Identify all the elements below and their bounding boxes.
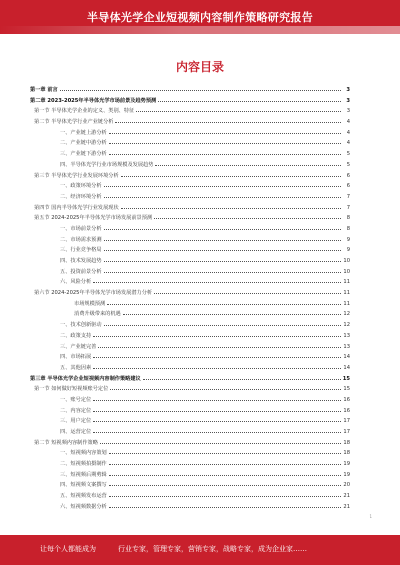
toc-entry[interactable] [30, 202, 350, 213]
toc-entry-title: 一、产业链上游分析 [60, 129, 107, 136]
toc-entry-page: 8 [346, 225, 350, 232]
toc-leader-dots [93, 405, 341, 412]
toc-leader-dots [93, 351, 341, 358]
toc-leader-dots [110, 383, 341, 390]
toc-entry-title: 第三章 半导体光学企业短视频内容制作策略建议 [30, 375, 141, 382]
toc-heading: 内容目录 [175, 60, 224, 74]
footer-tagline: 让每个人都能成为 [40, 545, 96, 553]
toc-entry-page: 5 [346, 161, 350, 168]
toc-entry-page: 3 [346, 108, 350, 115]
toc-entry-page: 6 [346, 183, 350, 190]
toc-entry[interactable] [30, 479, 350, 490]
header-bar [0, 0, 400, 34]
header-decoration [0, 26, 400, 34]
toc-entry-page: 12 [343, 311, 350, 318]
toc-entry-page: 9 [346, 236, 350, 243]
toc-entry-title: 第三节 半导体光学行业发展环境分析 [34, 172, 119, 179]
toc-leader-dots [109, 490, 341, 497]
toc-entry-page: 5 [346, 151, 350, 158]
toc-entry-title: 二、短视频拍摄制作 [60, 461, 107, 468]
toc-entry-title: 三、行业竞争格局 [60, 247, 102, 254]
toc-entry-page: 12 [343, 322, 350, 329]
toc-entry[interactable] [30, 405, 350, 416]
toc-entry[interactable] [30, 426, 350, 437]
toc-entry[interactable] [30, 170, 350, 181]
toc-entry[interactable] [30, 95, 350, 106]
toc-entry[interactable] [30, 137, 350, 148]
toc-leader-dots [109, 148, 341, 155]
toc-entry-page: 7 [346, 193, 350, 200]
toc-entry-title: 第六节 2024-2025年半导体光学市场发展潜力分析 [34, 290, 153, 297]
toc-entry-title: 四、半导体光学行业市场规模及发展趋势 [60, 161, 154, 168]
toc-entry[interactable] [30, 191, 350, 202]
toc-entry-title: 二、经济环境分析 [60, 193, 102, 200]
toc-leader-dots [109, 501, 341, 508]
toc-entry-page: 21 [343, 493, 350, 500]
toc-entry-page: 19 [343, 471, 350, 478]
toc-entry-title: 四、市场拓展 [60, 354, 92, 361]
toc-entry[interactable] [30, 255, 350, 266]
toc-entry-title: 三、产业链完善 [60, 343, 97, 350]
toc-entry[interactable] [30, 490, 350, 501]
toc-entry-title: 五、投资前景分析 [60, 268, 102, 275]
toc-entry-title: 一、技术创新驱动 [60, 322, 102, 329]
toc-entry-title: 六、短视频数据分析 [60, 503, 107, 510]
toc-entry-page: 10 [343, 258, 350, 264]
toc-entry[interactable] [30, 373, 350, 384]
toc-entry[interactable] [30, 437, 350, 448]
footer-roles: 行业专家，管理专家，营销专家，战略专家，成为企业家…… [118, 545, 307, 553]
toc-leader-dots [93, 426, 341, 433]
report-title: 半导体光学企业短视频内容制作策略研究报告 [87, 11, 313, 24]
toc-entry-title: 四、运营定位 [60, 429, 92, 435]
toc-entry[interactable] [30, 276, 350, 287]
toc-leader-dots [104, 266, 341, 273]
toc-entry-title: 第二节 短视频内容制作策略 [34, 439, 98, 446]
toc-leader-dots [100, 437, 341, 444]
toc-entry-page: 17 [343, 429, 350, 435]
toc-entry-page: 18 [343, 439, 350, 446]
toc-entry-page: 11 [343, 300, 350, 307]
toc-leader-dots [154, 287, 341, 294]
toc-entry[interactable] [30, 223, 350, 234]
toc-entry-page: 16 [343, 407, 350, 414]
toc-entry-title: 五、其他因素 [60, 364, 92, 371]
toc-entry-page: 13 [343, 343, 350, 350]
toc-entry-page: 21 [343, 503, 350, 510]
toc-entry-title: 一、账号定位 [60, 396, 92, 403]
toc-entry-title: 第二章 2023-2025年半导体光学市场前景及趋势预测 [30, 97, 157, 104]
toc-entry-title: 三、产业链下游分析 [60, 151, 107, 158]
toc-entry-page: 11 [343, 290, 350, 297]
toc-entry-page: 11 [343, 279, 350, 286]
toc-entry[interactable] [30, 287, 350, 298]
toc-entry-title: 二、产业链中游分析 [60, 140, 107, 147]
toc-entry-title: 四、技术发展趋势 [60, 258, 102, 264]
toc-entry-title: 六、风险分析 [60, 279, 92, 286]
toc-entry[interactable] [30, 116, 350, 127]
toc-entry[interactable] [30, 415, 350, 426]
toc-entry-title: 第一节 如何做好短视频账号定位 [34, 386, 109, 393]
toc-entry[interactable] [30, 351, 350, 362]
toc-entry-page: 15 [342, 375, 350, 382]
toc-leader-dots [93, 276, 341, 283]
toc-entry[interactable] [30, 105, 350, 116]
toc-entry-page: 19 [343, 461, 350, 468]
toc-leader-dots [109, 137, 341, 144]
toc-entry-page: 8 [346, 215, 350, 222]
toc-entry-title: 五、短视频发布运营 [60, 493, 107, 500]
toc-leader-dots [104, 255, 341, 262]
toc-leader-dots [158, 95, 341, 102]
toc-entry-page: 15 [343, 386, 350, 393]
toc-entry-page: 10 [343, 268, 350, 275]
toc-entry-page: 7 [346, 204, 350, 211]
toc-entry-title: 一、政策环境分析 [60, 183, 102, 190]
toc-leader-dots [104, 244, 341, 251]
toc-leader-dots [104, 234, 341, 241]
toc-entry[interactable] [30, 148, 350, 159]
toc-entry[interactable] [30, 447, 350, 458]
toc-leader-dots [93, 362, 341, 369]
toc-entry-page: 4 [346, 140, 350, 147]
toc-entry-page: 18 [343, 450, 350, 457]
toc-leader-dots [136, 105, 341, 112]
toc-leader-dots [93, 330, 341, 337]
toc-entry[interactable] [30, 362, 350, 373]
toc-leader-dots [93, 415, 341, 422]
toc-entry-title: 四、短视频文案撰写 [60, 482, 107, 489]
toc-entry[interactable] [30, 266, 350, 277]
toc-entry-page: 4 [346, 129, 350, 136]
toc-entry[interactable] [30, 180, 350, 191]
toc-entry-page: 9 [346, 247, 350, 254]
table-of-contents [30, 84, 350, 512]
toc-leader-dots [143, 373, 341, 380]
footer-bar [0, 535, 400, 565]
toc-entry[interactable] [30, 341, 350, 352]
toc-leader-dots [121, 202, 341, 209]
toc-entry[interactable] [30, 330, 350, 341]
toc-entry-page: 3 [346, 87, 350, 93]
toc-entry-title: 第五节 2024-2025年半导体光学市场发展前景预测 [34, 215, 153, 222]
toc-entry-page: 4 [346, 119, 350, 126]
toc-entry-page: 14 [343, 364, 350, 371]
toc-entry[interactable] [30, 308, 350, 319]
toc-entry[interactable] [30, 458, 350, 469]
toc-leader-dots [155, 159, 341, 166]
toc-leader-dots [109, 127, 341, 134]
toc-entry-title: 第二节 半导体光学行业产业链分析 [34, 119, 114, 126]
toc-entry-title: 消费升级带来的机遇 [74, 311, 121, 318]
toc-entry-title: 第一节 半导体光学企业的定义、类别、特征 [34, 108, 135, 115]
toc-entry-title: 第一章 前言 [30, 87, 58, 93]
toc-entry-page: 16 [343, 396, 350, 403]
toc-entry-page: 14 [343, 354, 350, 361]
toc-leader-dots [109, 458, 341, 465]
toc-entry-title: 二、内容定位 [60, 407, 92, 414]
toc-entry[interactable] [30, 234, 350, 245]
toc-entry[interactable] [30, 159, 350, 170]
toc-entry[interactable] [30, 298, 350, 309]
toc-entry-title: 市场规模预测 [74, 300, 106, 307]
toc-entry[interactable] [30, 501, 350, 512]
toc-entry-title: 第四节 国内半导体光学行业发展现状 [34, 204, 119, 211]
toc-entry-page: 3 [346, 97, 350, 104]
toc-entry[interactable] [30, 469, 350, 480]
toc-entry[interactable] [30, 84, 350, 95]
toc-leader-dots [60, 84, 341, 91]
toc-leader-dots [104, 180, 341, 187]
toc-leader-dots [109, 469, 341, 476]
toc-leader-dots [104, 319, 341, 326]
toc-entry-page: 17 [343, 418, 350, 425]
toc-entry-title: 三、短视频后期剪辑 [60, 471, 107, 478]
toc-entry[interactable] [30, 383, 350, 394]
toc-leader-dots [154, 212, 341, 219]
toc-leader-dots [115, 116, 341, 123]
page-number: 1 [369, 514, 372, 519]
toc-entry-page: 13 [343, 332, 350, 339]
toc-entry[interactable] [30, 127, 350, 138]
toc-entry-title: 一、短视频内容策划 [60, 450, 107, 457]
toc-entry[interactable] [30, 244, 350, 255]
toc-entry-title: 一、市场前景分析 [60, 225, 102, 232]
toc-entry[interactable] [30, 212, 350, 223]
toc-entry-title: 二、政策支持 [60, 332, 92, 339]
toc-entry-title: 二、市场需求预测 [60, 236, 102, 243]
toc-leader-dots [104, 191, 341, 198]
toc-leader-dots [107, 298, 341, 305]
toc-leader-dots [109, 479, 341, 486]
toc-leader-dots [93, 394, 341, 401]
toc-entry-title: 三、用户定位 [60, 418, 92, 425]
toc-leader-dots [109, 447, 341, 454]
toc-leader-dots [121, 170, 341, 177]
toc-entry[interactable] [30, 394, 350, 405]
toc-entry-page: 6 [346, 172, 350, 179]
toc-entry[interactable] [30, 319, 350, 330]
toc-leader-dots [123, 308, 341, 315]
toc-leader-dots [98, 341, 341, 348]
toc-leader-dots [104, 223, 341, 230]
toc-entry-page: 20 [343, 482, 350, 489]
